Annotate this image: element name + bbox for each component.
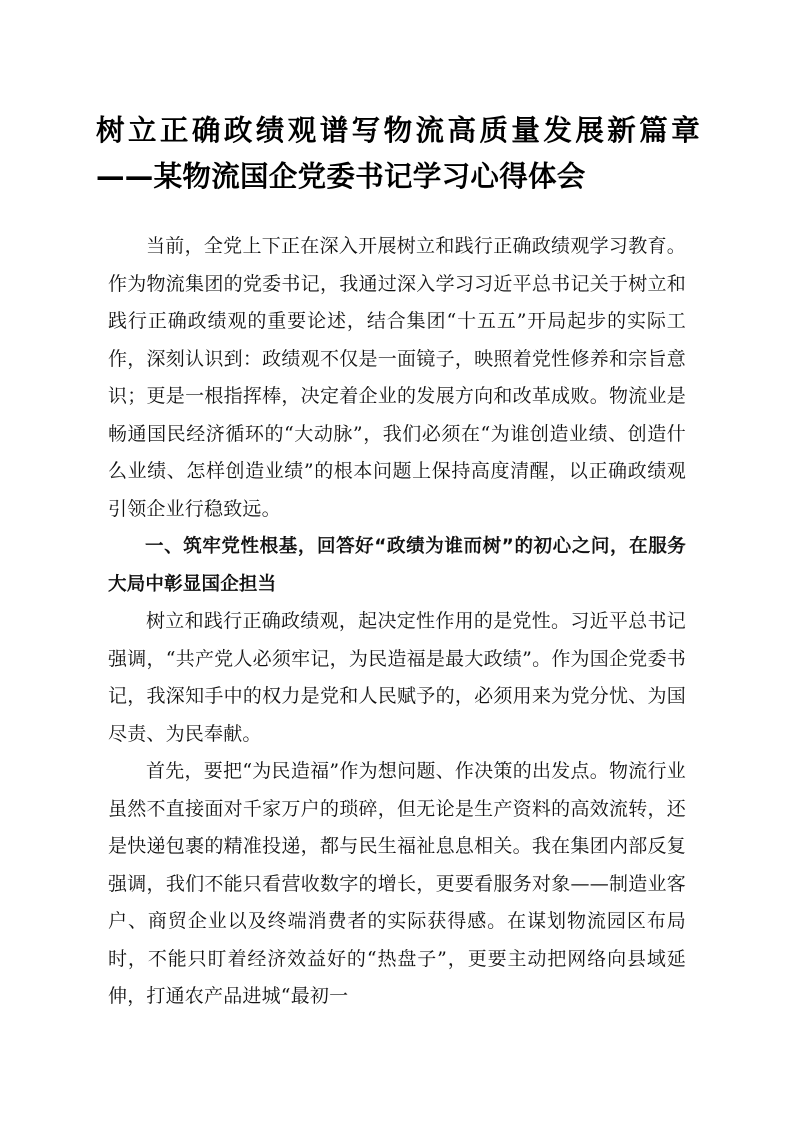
body-paragraph: 首先，要把“为民造福”作为想问题、作决策的出发点。物流行业虽然不直接面对千家万户的琐碎，但无论是生产资料的高效流转，还是快递包裹的精准投递，都与民生福祉息息相关。我在集团内部反复强调，我们不能只看营收数字的增长，更要看服务对象——制造业客户、商贸企业以及终端消费者的实际获得感。在谋划物流园区布局时，不能只盯着经济效益好的“热盘子”，更要主动把网络向县域延伸，打通农产品进城“最初一	[108, 760, 686, 1007]
section-heading-1: 一、筑牢党性根基，回答好“政绩为谁而树”的初心之问，在服务大局中彰显国企担当	[108, 536, 686, 595]
body-paragraph: 树立和践行正确政绩观，起决定性作用的是党性。习近平总书记强调，“共产党人必须牢记，为民造福是最大政绩”。作为国企党委书记，我深知手中的权力是党和人民赋予的，必须用来为党分忧、为国尽责、为民奉献。	[108, 610, 686, 745]
document-body	[108, 228, 686, 1016]
intro-paragraph: 当前，全党上下正在深入开展树立和践行正确政绩观学习教育。作为物流集团的党委书记，我通过深入学习习近平总书记关于树立和践行正确政绩观的重要论述，结合集团“十五五”开局起步的实际工作，深刻认识到：政绩观不仅是一面镜子，映照着党性修养和宗旨意识；更是一根指挥棒，决定着企业的发展方向和改革成败。物流业是畅通国民经济循环的“大动脉”，我们必须在“为谁创造业绩、创造什么业绩、怎样创造业绩”的根本问题上保持高度清醒，以正确政绩观引领企业行稳致远。	[108, 235, 686, 520]
document-title: 树立正确政绩观谱写物流高质量发展新篇章——某物流国企党委书记学习心得体会	[96, 114, 700, 193]
